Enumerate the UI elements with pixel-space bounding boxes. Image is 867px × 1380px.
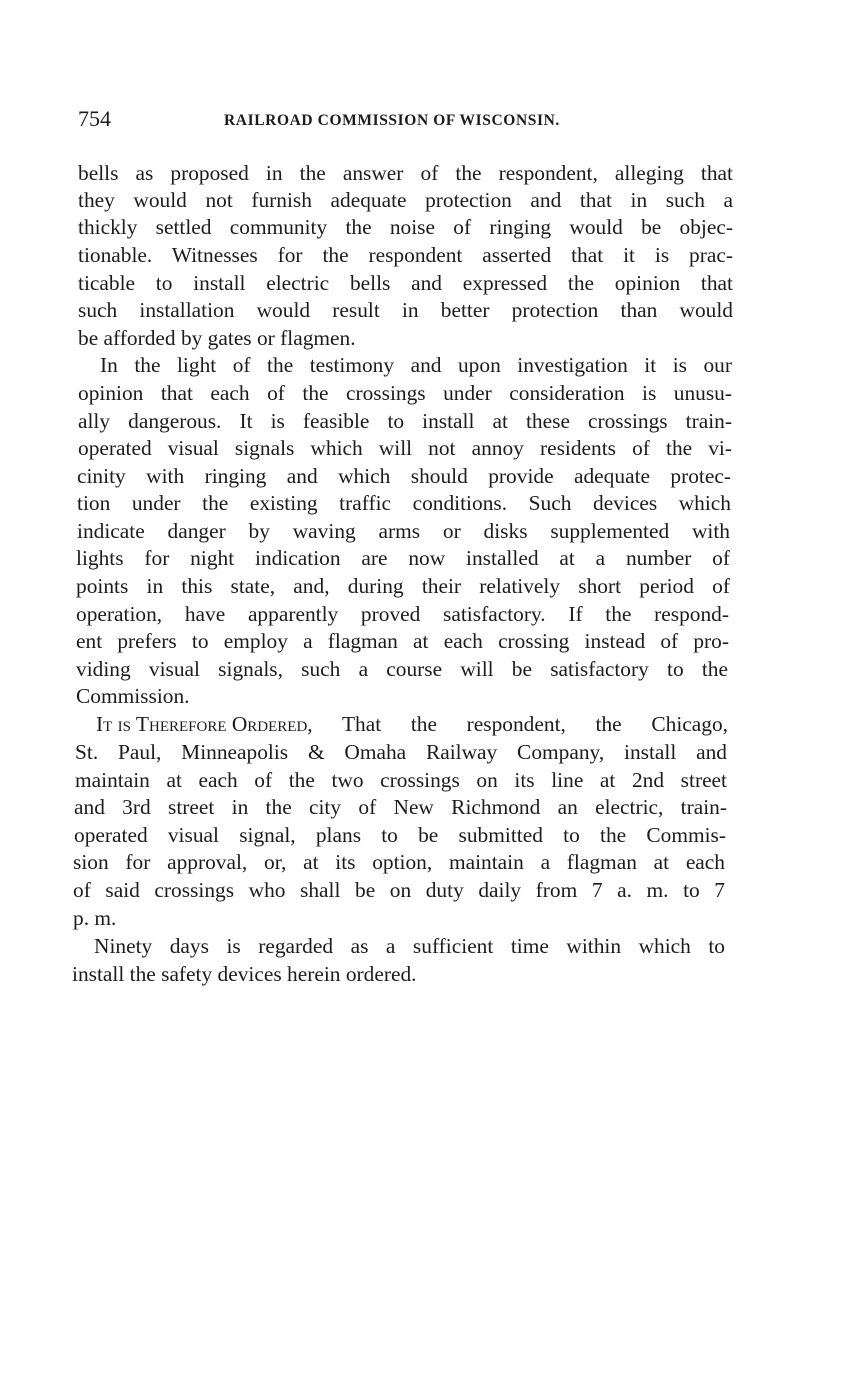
text-line: p. m. [73,906,117,930]
running-head: RAILROAD COMMISSION OF WISCONSIN. [224,112,560,129]
text-line: install the safety devices herein ordered. [72,962,417,986]
text-line: St. Paul, Minneapolis & Omaha Railway Company, install and [75,740,727,764]
text-line: lights for night indication are now installed at a number of [76,546,730,570]
text-line: maintain at each of the two crossings on its line at 2nd street [75,768,727,792]
text-line: Commission. [76,684,190,708]
order-line [96,711,728,738]
text-line: That the respondent, the Chicago, [312,712,728,736]
text-line: In the light of the testimony and upon investigation it is our [100,353,732,377]
page-header [78,104,738,134]
text-line: operated visual signal, plans to be submitted to the Commis- [74,823,726,847]
text-line: such installation would result in better protection than would [78,298,733,322]
text-line: sion for approval, or, at its option, maintain a flagman at each [73,850,725,874]
text-line: ent prefers to employ a flagman at each crossing instead of pro- [76,629,729,653]
text-line: viding visual signals, such a course will be satisfactory to the [76,657,728,681]
text-line: cinity with ringing and which should provide adequate protec- [77,464,731,488]
text-line: ticable to install electric bells and expressed the opinion that [78,271,733,295]
text-line: operation, have apparently proved satisfactory. If the respond- [76,602,729,626]
text-line: thickly settled community the noise of ringing would be objec- [78,215,733,239]
page-number: 754 [78,106,111,131]
text-line: operated visual signals which will not annoy residents of the vi- [78,436,732,460]
text-line: of said crossings who shall be on duty daily from 7 a. m. to 7 [73,878,725,902]
text-line: tionable. Witnesses for the respondent asserted that it is prac- [78,243,733,267]
text-line: and 3rd street in the city of New Richmond an electric, train- [74,795,727,819]
text-line: Ninety days is regarded as a sufficient time within which to [94,934,725,958]
text-line: ally dangerous. It is feasible to install at these crossings train- [78,409,732,433]
text-line: be afforded by gates or flagmen. [78,326,356,350]
text-line: opinion that each of the crossings under consideration is unusu- [78,381,732,405]
order-lead: It is Therefore Ordered, [96,712,313,736]
text-line: they would not furnish adequate protection and that in such a [78,188,733,212]
text-line: tion under the existing traffic conditions. Such devices which [77,491,731,515]
text-line: bells as proposed in the answer of the respondent, alleging that [78,161,733,185]
text-line: points in this state, and, during their relatively short period of [76,574,730,598]
text-line: indicate danger by waving arms or disks supplemented with [77,519,730,543]
